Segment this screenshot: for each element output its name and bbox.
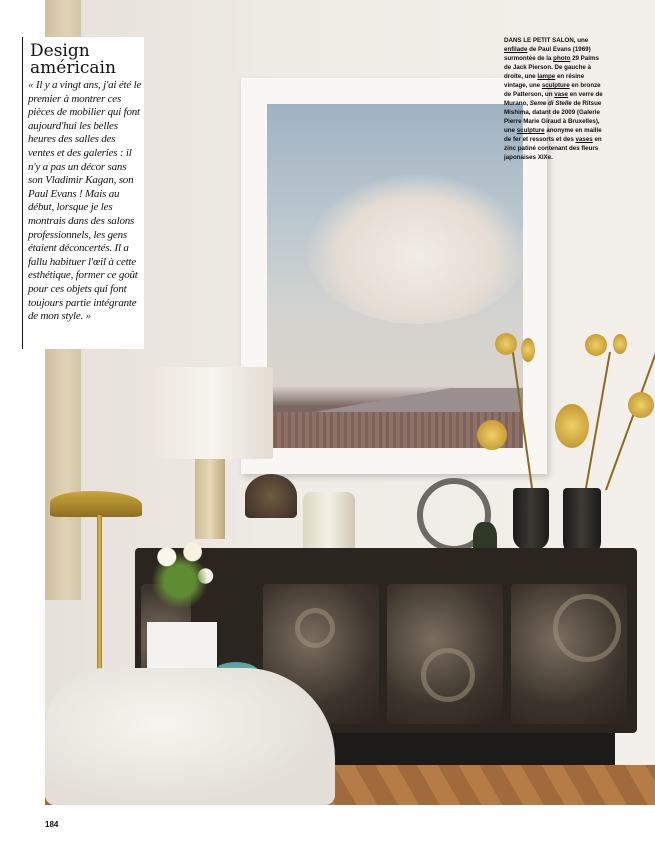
golden-flower: [585, 334, 607, 356]
pull-quote-title: Design américain: [30, 41, 116, 78]
boucle-sofa: [45, 668, 335, 805]
photo-caption: [504, 36, 604, 162]
relief-sun-motif: [553, 594, 621, 662]
caption-keyword: lampe: [537, 73, 556, 80]
caption-keyword: sculpture: [541, 82, 570, 89]
caption-text: en zinc patiné contenant des fleurs japonaises XIXe.: [504, 136, 602, 161]
caption-keyword: sculpture: [516, 127, 545, 134]
caption-body: [504, 37, 603, 161]
caption-text: en bronze de Patterson, un: [504, 82, 601, 98]
relief-circle-motif: [421, 648, 475, 702]
caption-text: 29 Palms de Jack Pierson. De gauche à droite, une: [504, 55, 599, 80]
caption-keyword: photo: [553, 55, 571, 62]
zinc-vase-left: [513, 488, 549, 550]
orchid-plant: [141, 528, 227, 624]
caption-text: anonyme en maille de fer et ressorts et des: [504, 127, 602, 143]
caption-artwork-title: Seme di Stelle: [529, 100, 572, 107]
desert-landscape-print: [267, 104, 523, 448]
caption-text: en résine vintage, une: [504, 73, 585, 89]
cloud: [307, 174, 523, 324]
zinc-vase-right: [563, 488, 601, 556]
bronze-sculpture: [245, 474, 297, 518]
caption-text: de Ritsue Mishima, datant de 2009 (Galerie Pierre Marie Giraud à Bruxelles), une: [504, 100, 602, 134]
golden-flower: [521, 338, 535, 362]
floor-lamp-shade: [50, 491, 142, 517]
pull-quote-text: « Il y a vingt ans, j'ai été le premier à montrer ces pièces de mobilier qui font aujourd'hui les belles heures des salles des ventes et des galeries : il n'y a pas un décor sans son Vladimir Kagan, son Paul Evans ! Mais au début, lorsque je les montrais dans des salons professionnels, les gens étaient déconcertés. Il a fallu habituer l'œil à cette esthétique, former ce goût pour ces objets qui font toujours partie intégrante de mon style. »: [28, 79, 142, 323]
golden-flower: [495, 333, 517, 355]
page-number: 184: [45, 820, 59, 829]
relief-circle-motif: [295, 608, 335, 648]
caption-text: une: [575, 37, 589, 44]
framed-photograph: [241, 78, 547, 474]
pull-quote: [22, 37, 144, 349]
floor-lamp-pole: [97, 515, 102, 690]
caption-text: de Paul Evans (1969) surmontée de la: [504, 46, 591, 62]
golden-flower: [555, 404, 589, 448]
golden-flower: [613, 334, 627, 354]
caption-keyword: vase: [554, 91, 568, 98]
mountain-range: [267, 388, 523, 414]
caption-keyword: enfilade: [504, 46, 528, 53]
caption-text: en verre de Murano,: [504, 91, 603, 107]
lamp-shade: [151, 367, 273, 459]
golden-flower: [477, 420, 507, 450]
caption-keyword: vases: [575, 136, 593, 143]
sideboard-plinth: [325, 733, 615, 769]
caption-heading: DANS LE PETIT SALON,: [504, 37, 576, 44]
golden-flower: [628, 392, 654, 418]
resin-lamp-base: [195, 459, 225, 539]
